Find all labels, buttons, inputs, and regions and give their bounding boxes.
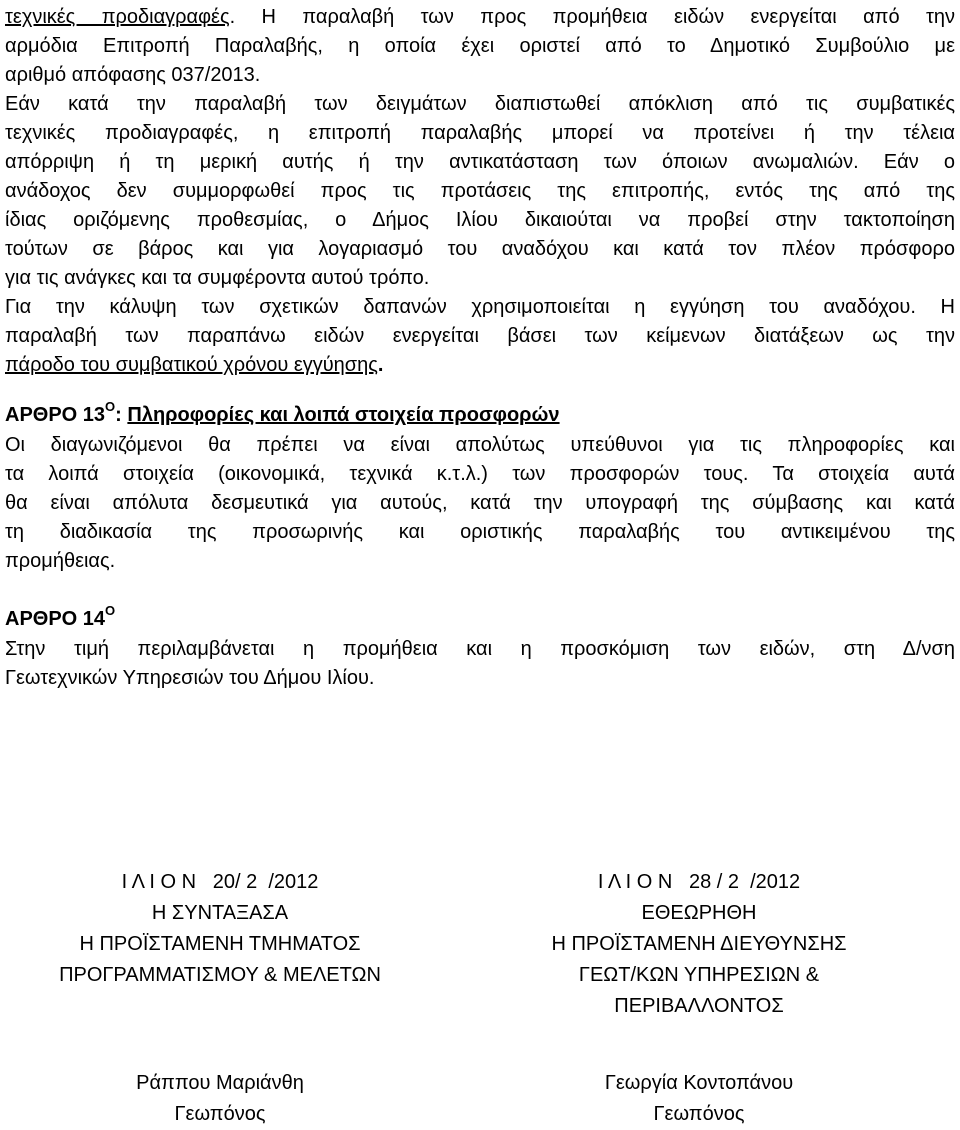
signer-title: ΓΕΩΤ/ΚΩΝ ΥΠΗΡΕΣΙΩΝ & <box>578 964 820 986</box>
article-13-heading: ΑΡΘΡΟ $13^O$: Πληροφορίες και λοιπά στοιχεία προσφορών <box>5 399 560 426</box>
text-line: αρμόδια Επιτροπή Παραλαβής, η οποία έχει οριστεί από το Δημοτικό Συμβούλιο με <box>5 35 955 57</box>
signer-role: Η ΣΥΝΤΑΞΑΣΑ <box>151 902 289 924</box>
text-line: τεχνικές προδιαγραφές, η επιτροπή παραλαβής μπορεί να προτείνει ή την τέλεια <box>5 122 955 144</box>
text-line: Για την κάλυψη των σχετικών δαπανών χρησιμοποιείται η εγγύηση του αναδόχου. Η <box>5 296 955 318</box>
text-line: Στην τιμή περιλαμβάνεται η προμήθεια και η προσκόμιση των ειδών, στη Δ/νση <box>5 638 955 660</box>
text-line: πάροδο του συμβατικού χρόνου εγγύησης. <box>5 354 384 376</box>
text-line: απόρριψη ή τη μερική αυτής ή την αντικατάσταση των όποιων ανωμαλιών. Εάν ο <box>5 151 955 173</box>
underlined-phrase: πάροδο του συμβατικού χρόνου εγγύησης <box>5 354 378 376</box>
signer-profession: Γεωπόνος <box>174 1103 266 1125</box>
signer-name: Ράππου Μαριάνθη <box>136 1072 304 1094</box>
signer-profession: Γεωπόνος <box>653 1103 745 1125</box>
text-line: παραλαβή των παραπάνω ειδών ενεργείται βάσει των κείμενων διατάξεων ως την <box>5 325 955 347</box>
text-line: Οι διαγωνιζόμενοι θα πρέπει να είναι απολύτως υπεύθυνοι για τις πληροφορίες και <box>5 434 955 456</box>
signer-title: ΠΕΡΙΒΑΛΛΟΝΤΟΣ <box>614 995 784 1017</box>
paragraph-guarantee <box>5 293 955 380</box>
article-13-title: Πληροφορίες και λοιπά στοιχεία προσφορών <box>127 404 560 426</box>
place-date: Ι Λ Ι Ο Ν 20/ 2 /2012 <box>121 871 319 893</box>
place-date: Ι Λ Ι Ο Ν 28 / 2 /2012 <box>597 871 801 893</box>
text-line: Γεωτεχνικών Υπηρεσιών του Δήμου Ιλίου. <box>5 667 375 689</box>
signer-name-block-left <box>0 1068 440 1130</box>
paragraph-deviation <box>5 90 955 293</box>
signature-block-right <box>479 867 919 1022</box>
signer-title: Η ΠΡΟΪΣΤΑΜΕΝΗ ΔΙΕΥΘΥΝΣΗΣ <box>551 933 847 955</box>
signer-name: Γεωργία Κοντοπάνου <box>604 1072 794 1094</box>
signer-title: Η ΠΡΟΪΣΤΑΜΕΝΗ ΤΜΗΜΑΤΟΣ <box>79 933 361 955</box>
text-line: τούτων σε βάρος και για λογαριασμό του αναδόχου και κατά τον πλέον πρόσφορο <box>5 238 955 260</box>
text-line: ίδιας οριζόμενης προθεσμίας, ο Δήμος Ιλίου δικαιούται να προβεί στην τακτοποίηση <box>5 209 955 231</box>
signature-block-left <box>0 867 440 991</box>
article-13-body <box>5 431 955 576</box>
article-14-body <box>5 635 955 693</box>
signer-name-block-right <box>479 1068 919 1130</box>
text-line: τη διαδικασία της προσωρινής και οριστικής παραλαβής του αντικειμένου της <box>5 521 955 543</box>
signer-title: ΠΡΟΓΡΑΜΜΑΤΙΣΜΟΥ & ΜΕΛΕΤΩΝ <box>59 964 381 986</box>
text-line: προμήθειας. <box>5 550 116 572</box>
paragraph-reception <box>5 3 955 90</box>
text-line: αριθμό απόφασης 037/2013. <box>5 64 261 86</box>
article-14-heading: ΑΡΘΡΟ $14^O$ <box>5 603 116 630</box>
text-line: για τις ανάγκες και τα συμφέροντα αυτού τρόπο. <box>5 267 430 289</box>
signer-role: ΕΘΕΩΡΗΘΗ <box>641 902 757 924</box>
text-line: τα λοιπά στοιχεία (οικονομικά, τεχνικά κ.τ.λ.) των προσφορών τους. Τα στοιχεία αυτά <box>5 463 955 485</box>
text-line: θα είναι απόλυτα δεσμευτικά για αυτούς, κατά την υπογραφή της σύμβασης και κατά <box>5 492 955 514</box>
underlined-term: τεχνικές προδιαγραφές <box>5 6 230 28</box>
text-line: ανάδοχος δεν συμμορφωθεί προς τις προτάσεις της επιτροπής, εντός της από της <box>5 180 955 202</box>
text-line: τεχνικές προδιαγραφές. Η παραλαβή των προς προμήθεια ειδών ενεργείται από την <box>5 6 955 28</box>
text-line: Εάν κατά την παραλαβή των δειγμάτων διαπιστωθεί απόκλιση από τις συμβατικές <box>5 93 955 115</box>
